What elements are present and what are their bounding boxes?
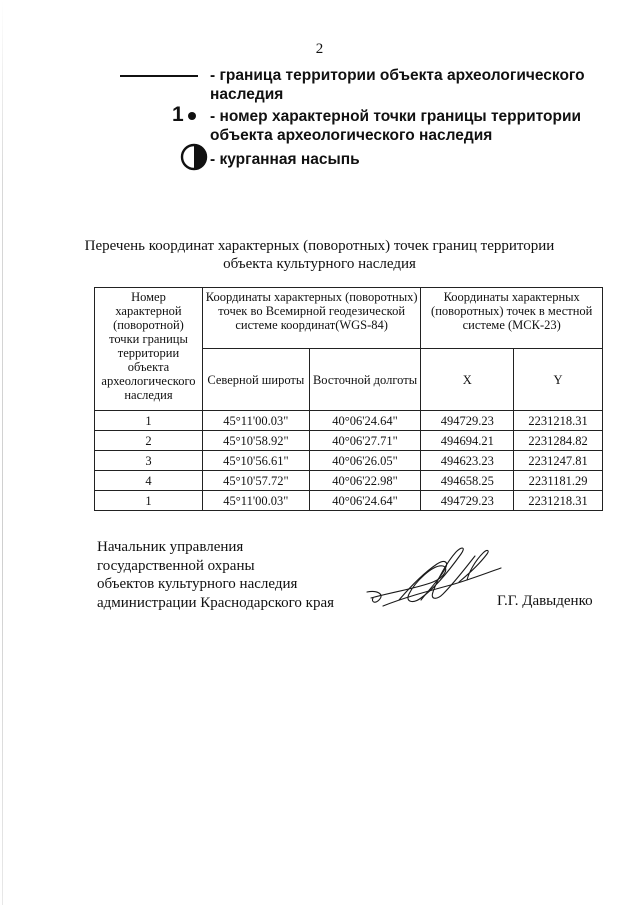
header-local-group: Координаты характерных (поворотных) точек в местной системе (МСК-23) bbox=[421, 288, 603, 349]
cell-point-number: 1 bbox=[95, 491, 203, 511]
cell-y: 2231284.82 bbox=[514, 431, 603, 451]
cell-latitude: 45°11'00.03" bbox=[202, 491, 309, 511]
table-row bbox=[95, 491, 603, 511]
cell-y: 2231181.29 bbox=[514, 471, 603, 491]
table-header-row-1 bbox=[95, 288, 603, 349]
handwritten-signature bbox=[363, 542, 503, 612]
signer-position-line-3: объектов культурного наследия bbox=[97, 576, 298, 592]
table-title-line-2: объекта культурного наследия bbox=[223, 256, 416, 272]
signer-position-line-2: государственной охраны bbox=[97, 557, 255, 574]
cell-latitude: 45°10'56.61" bbox=[202, 451, 309, 471]
cell-longitude: 40°06'27.71" bbox=[309, 431, 421, 451]
legend-boundary-text: - граница территории объекта археологического наследия bbox=[210, 67, 585, 103]
header-wgs-group: Координаты характерных (поворотных) точек во Всемирной геодезической системе координат(WGS-84) bbox=[202, 288, 420, 349]
cell-x: 494658.25 bbox=[421, 471, 514, 491]
legend-point-text: - номер характерной точки границы территории объекта археологического наследия bbox=[210, 108, 582, 144]
cell-y: 2231247.81 bbox=[514, 451, 603, 471]
mound-icon bbox=[180, 143, 208, 171]
cell-y: 2231218.31 bbox=[514, 491, 603, 511]
cell-longitude: 40°06'26.05" bbox=[309, 451, 421, 471]
table-title-line-1: Перечень координат характерных (поворотных) точек границ территории bbox=[84, 238, 555, 254]
cell-point-number: 4 bbox=[95, 471, 203, 491]
scan-edge-shadow bbox=[2, 0, 3, 905]
signer-position bbox=[97, 538, 334, 612]
table-row bbox=[95, 451, 603, 471]
page-number: 2 bbox=[315, 41, 324, 57]
cell-x: 494623.23 bbox=[421, 451, 514, 471]
cell-y: 2231218.31 bbox=[514, 411, 603, 431]
cell-latitude: 45°10'58.92" bbox=[202, 431, 309, 451]
boundary-line-icon bbox=[120, 75, 198, 77]
cell-x: 494729.23 bbox=[421, 411, 514, 431]
table-title bbox=[0, 237, 639, 273]
header-point-number: Номер характерной (поворотной) точки границы территории объекта археологического наследия bbox=[95, 288, 203, 411]
table-row bbox=[95, 431, 603, 451]
legend-mound-text: - курганная насыпь bbox=[210, 151, 360, 168]
header-x: X bbox=[421, 349, 514, 411]
cell-longitude: 40°06'24.64" bbox=[309, 411, 421, 431]
cell-point-number: 3 bbox=[95, 451, 203, 471]
point-marker-icon bbox=[172, 105, 196, 124]
signer-position-line-1: Начальник управления bbox=[97, 539, 244, 555]
header-y: Y bbox=[514, 349, 603, 411]
signer-name: Г.Г. Давыденко bbox=[497, 593, 593, 609]
cell-point-number: 1 bbox=[95, 411, 203, 431]
cell-x: 494729.23 bbox=[421, 491, 514, 511]
cell-latitude: 45°10'57.72" bbox=[202, 471, 309, 491]
point-marker-label: 1 bbox=[172, 103, 184, 126]
table-row bbox=[95, 471, 603, 491]
coordinates-table bbox=[94, 287, 603, 511]
point-dot-icon bbox=[188, 112, 196, 120]
cell-point-number: 2 bbox=[95, 431, 203, 451]
signer-position-line-4: администрации Краснодарского края bbox=[97, 594, 335, 611]
cell-longitude: 40°06'24.64" bbox=[309, 491, 421, 511]
cell-longitude: 40°06'22.98" bbox=[309, 471, 421, 491]
header-east: Восточной долготы bbox=[309, 349, 421, 411]
header-north: Северной широты bbox=[202, 349, 309, 411]
cell-latitude: 45°11'00.03" bbox=[202, 411, 309, 431]
cell-x: 494694.21 bbox=[421, 431, 514, 451]
table-row bbox=[95, 411, 603, 431]
